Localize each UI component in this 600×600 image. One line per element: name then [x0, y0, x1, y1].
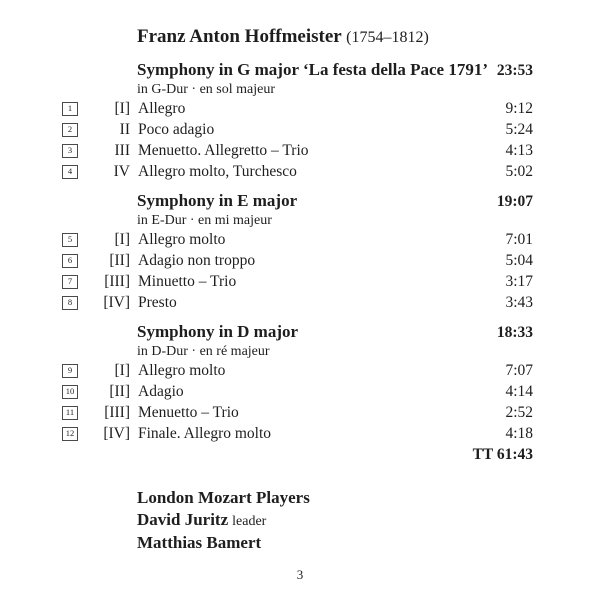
work-section: [62, 322, 533, 444]
composer-line: [137, 26, 533, 49]
track-title: Adagio: [138, 382, 184, 400]
track-row: [62, 423, 533, 444]
composer-dates: (1754–1812): [346, 29, 429, 46]
track-row: [62, 140, 533, 161]
track-list: [62, 98, 533, 182]
track-time: 4:18: [505, 424, 533, 442]
work-section: [62, 60, 533, 182]
total-time: TT 61:43: [472, 446, 533, 463]
track-time: 5:24: [505, 120, 533, 138]
work-heading: [137, 322, 533, 343]
performer-name: London Mozart Players: [137, 488, 310, 507]
performer-name: Matthias Bamert: [137, 533, 262, 552]
track-number-box: 10: [62, 385, 78, 399]
performer-conductor: [137, 532, 533, 554]
track-number-box: 11: [62, 406, 78, 420]
track-time: 5:04: [505, 251, 533, 269]
track-row: [62, 119, 533, 140]
track-title: Menuetto – Trio: [138, 403, 239, 421]
track-title: Allegro molto, Turchesco: [138, 162, 297, 180]
movement-numeral: [I]: [114, 361, 130, 379]
track-time: 4:13: [505, 141, 533, 159]
track-title: Allegro: [138, 99, 186, 117]
track-time: 4:14: [505, 382, 533, 400]
track-title: Menuetto. Allegretto – Trio: [138, 141, 309, 159]
work-title: Symphony in G major ‘La festa della Pace 1791’: [137, 60, 489, 79]
track-number-box: 8: [62, 296, 78, 310]
track-number-box: 7: [62, 275, 78, 289]
track-row: [62, 292, 533, 313]
work-duration: 19:07: [496, 193, 533, 210]
track-number-box: 6: [62, 254, 78, 268]
track-number-box: 9: [62, 364, 78, 378]
track-title: Adagio non troppo: [138, 251, 256, 269]
track-row: [62, 98, 533, 119]
work-duration: 18:33: [496, 324, 533, 341]
work-subtitle: in G-Dur · en sol majeur: [137, 82, 276, 97]
movement-numeral: [III]: [104, 272, 130, 290]
track-time: 2:52: [505, 403, 533, 421]
track-title: Minuetto – Trio: [138, 272, 237, 290]
track-number-box: 5: [62, 233, 78, 247]
track-row: [62, 402, 533, 423]
movement-numeral: [II]: [109, 251, 130, 269]
movement-numeral: [IV]: [103, 293, 130, 311]
work-subtitle: in E-Dur · en mi majeur: [137, 213, 272, 228]
work-title: Symphony in E major: [137, 191, 298, 210]
track-row: [62, 381, 533, 402]
track-title: Presto: [138, 293, 177, 311]
track-number-box: 3: [62, 144, 78, 158]
movement-numeral: [I]: [114, 230, 130, 248]
track-number-box: 1: [62, 102, 78, 116]
movement-numeral: [II]: [109, 382, 130, 400]
composer-name: Franz Anton Hoffmeister: [137, 26, 342, 47]
movement-numeral: [IV]: [103, 424, 130, 442]
movement-numeral: II: [119, 120, 130, 138]
track-number-box: 12: [62, 427, 78, 441]
track-row: [62, 229, 533, 250]
movement-numeral: [I]: [114, 99, 130, 117]
performer-role: leader: [232, 514, 267, 529]
track-row: [62, 360, 533, 381]
track-number-box: 2: [62, 123, 78, 137]
work-subtitle: in D-Dur · en ré majeur: [137, 344, 270, 359]
track-row: [62, 250, 533, 271]
track-time: 9:12: [505, 99, 533, 117]
track-list: [62, 360, 533, 444]
work-duration: 23:53: [496, 62, 533, 79]
work-heading: [137, 191, 533, 212]
work-heading: [137, 60, 533, 81]
track-time: 3:43: [505, 293, 533, 311]
performer-name: David Juritz: [137, 510, 229, 529]
movement-numeral: III: [114, 141, 130, 159]
track-time: 5:02: [505, 162, 533, 180]
track-time: 7:01: [505, 230, 533, 248]
track-number-box: 4: [62, 165, 78, 179]
track-row: [62, 161, 533, 182]
page-number: 3: [296, 567, 304, 582]
performer-leader: [137, 509, 533, 532]
work-title: Symphony in D major: [137, 322, 299, 341]
performers-block: [137, 487, 533, 554]
movement-numeral: IV: [113, 162, 130, 180]
performer-ensemble: [137, 487, 533, 509]
track-time: 3:17: [505, 272, 533, 290]
track-row: [62, 271, 533, 292]
track-title: Poco adagio: [138, 120, 215, 138]
track-time: 7:07: [505, 361, 533, 379]
track-title: Allegro molto: [138, 361, 226, 379]
track-list: [62, 229, 533, 313]
movement-numeral: [III]: [104, 403, 130, 421]
track-title: Finale. Allegro molto: [138, 424, 272, 442]
work-section: [62, 191, 533, 313]
track-title: Allegro molto: [138, 230, 226, 248]
